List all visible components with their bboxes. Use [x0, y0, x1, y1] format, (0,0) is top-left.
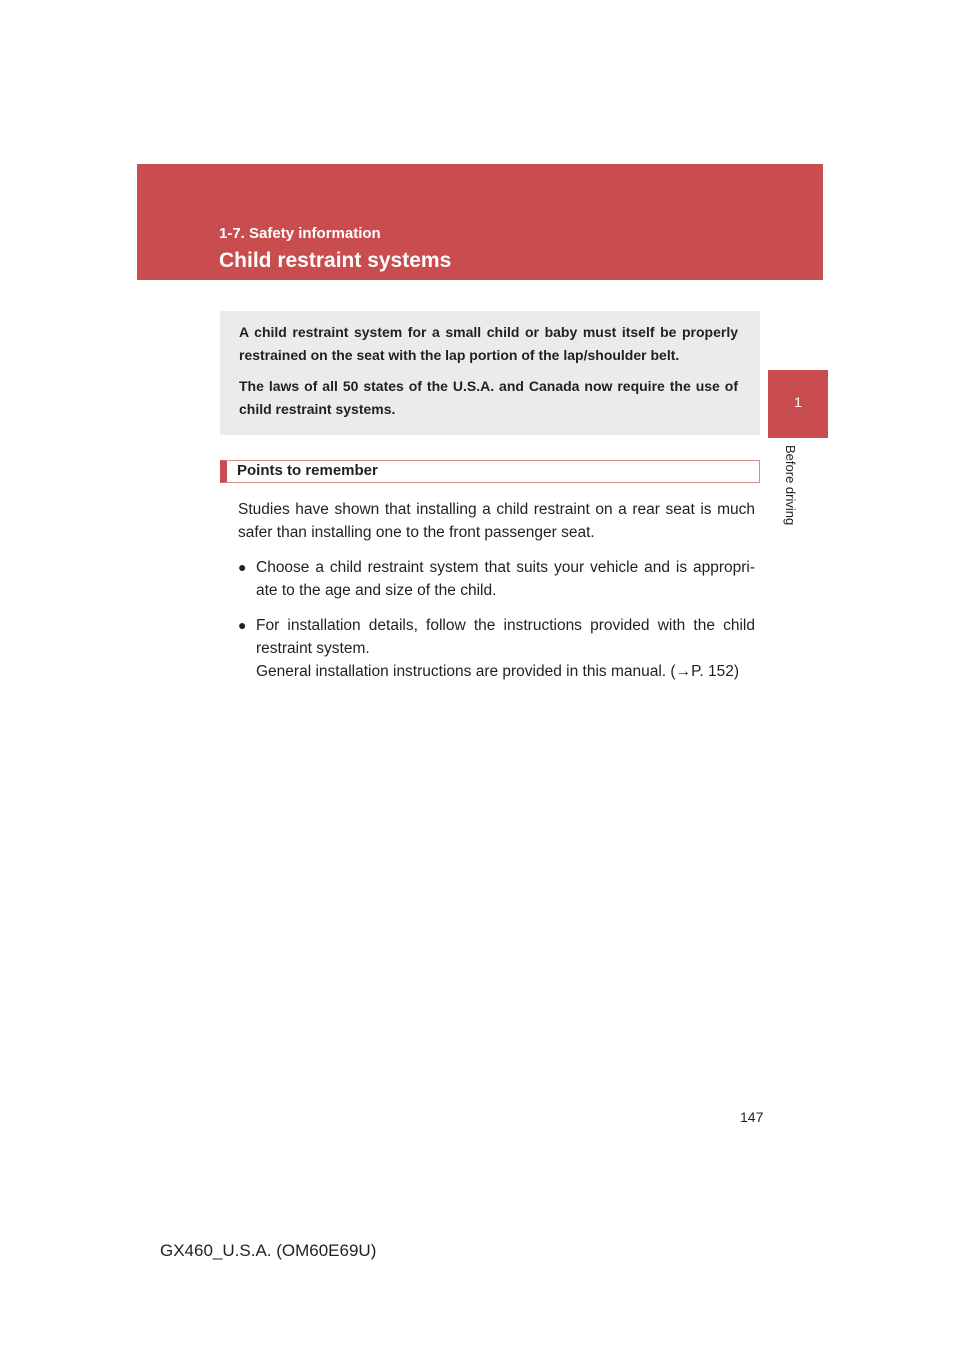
section-label: 1-7. Safety information: [219, 225, 381, 242]
document-code: GX460_U.S.A. (OM60E69U): [160, 1241, 377, 1260]
list-item: [238, 556, 755, 602]
chapter-tab[interactable]: [768, 370, 828, 438]
intro-paragraph-2: The laws of all 50 states of the U.S.A. and Canada now require the use of child restraint systems.: [239, 378, 738, 417]
bullet-icon: ●: [238, 559, 247, 575]
points-lead: Studies have shown that installing a child restraint on a rear seat is much safer than installing one to the front passenger seat.: [238, 501, 755, 541]
page-number: 147: [740, 1109, 764, 1125]
bullet-icon: ●: [238, 617, 247, 633]
intro-box: [220, 311, 760, 435]
chapter-name: Before driving: [783, 445, 798, 526]
bullet-text: For installation details, follow the instructions provided with the child restraint system.: [256, 617, 755, 657]
bullet-text: Choose a child restraint system that suits your vehicle and is appropri-ate to the age and size of the child.: [256, 559, 755, 599]
points-list: [238, 556, 755, 683]
page-title: Child restraint systems: [219, 249, 452, 272]
chapter-number: 1: [794, 394, 802, 410]
header-band: [137, 164, 823, 280]
points-body: [238, 498, 755, 695]
points-heading-bar: [220, 460, 760, 483]
points-heading: Points to remember: [237, 462, 378, 479]
intro-paragraph-1: A child restraint system for a small child or baby must itself be properly restrained on the seat with the lap portion of the lap/shoulder belt.: [239, 324, 738, 363]
page-reference-link[interactable]: General installation instructions are provided in this manual. (→P. 152): [256, 663, 740, 680]
list-item: [238, 614, 755, 683]
